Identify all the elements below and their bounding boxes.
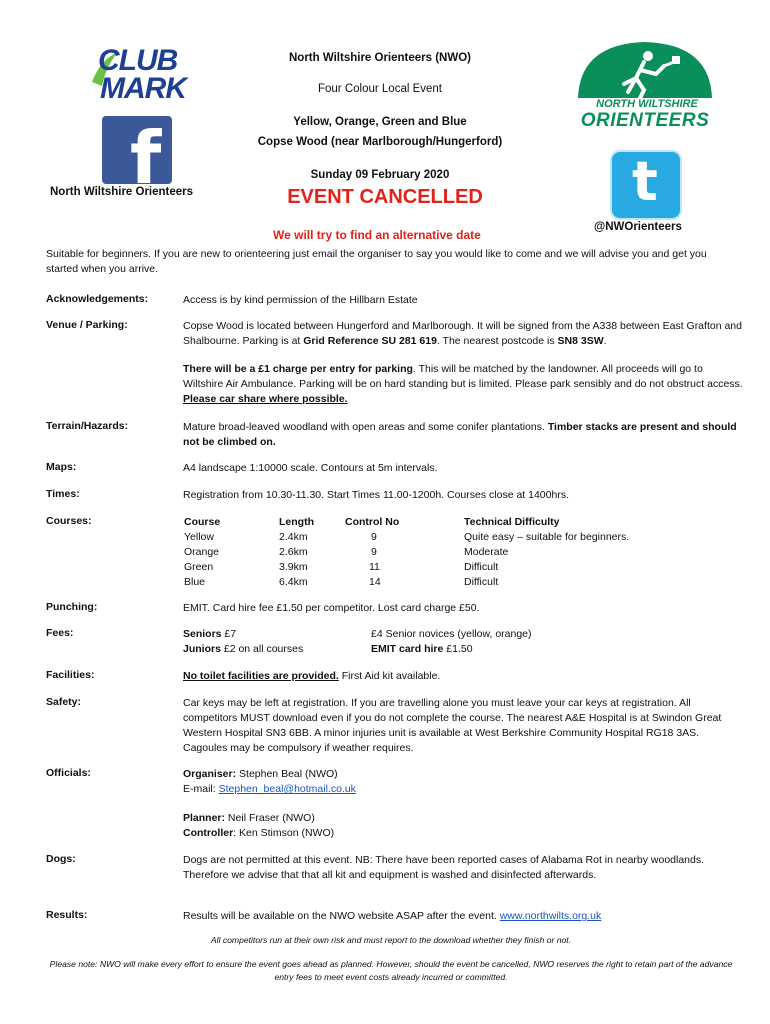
fees-seniors: Seniors £7 bbox=[183, 628, 237, 640]
safety-label: Safety: bbox=[46, 696, 82, 708]
parking-text: There will be a £1 charge per entry for parking. This will be matched by the landowner. All proceeds will go to Wiltshire Air Ambulance. Parking will be on hard standing but is limited. Please park sensibly and do not obstruct access. Please car share where possible. bbox=[183, 363, 743, 405]
table-row: Yellow bbox=[184, 531, 214, 543]
organiser-email: E-mail: Stephen_beal@hotmail.co.uk bbox=[183, 783, 356, 795]
ack-label: Acknowledgements: bbox=[46, 293, 149, 305]
twitter-icon[interactable]: t bbox=[610, 150, 682, 220]
cancellation-note: Please note: NWO will make every effort to ensure the event goes ahead as planned. However, should the event be cancelled, NWO reserves the right to retain part of the advance entry fees to meet event costs already incurred or committed. bbox=[49, 959, 733, 982]
org-line: North Wiltshire Orienteers (NWO) bbox=[289, 52, 471, 64]
table-cell: 11 bbox=[369, 561, 380, 573]
course-header: Course bbox=[184, 516, 221, 528]
terrain-label: Terrain/Hazards: bbox=[46, 420, 129, 432]
email-link[interactable]: Stephen_beal@hotmail.co.uk bbox=[218, 783, 356, 795]
facebook-icon[interactable]: f bbox=[102, 116, 172, 184]
table-row: Orange bbox=[184, 546, 220, 558]
intro-text: Suitable for beginners. If you are new to orienteering just email the organiser to say you would like to come and we will advise you and get you started when you arrive. bbox=[46, 248, 707, 275]
table-cell: 9 bbox=[371, 531, 377, 543]
clubmark-top: CLUB bbox=[98, 44, 178, 77]
fees-emit: EMIT card hire £1.50 bbox=[371, 643, 473, 655]
results-text: Results will be available on the NWO website ASAP after the event. www.northwilts.org.uk bbox=[183, 910, 602, 922]
event-venue: Copse Wood (near Marlborough/Hungerford) bbox=[257, 136, 503, 148]
dogs-label: Dogs: bbox=[46, 853, 76, 865]
nwo-logo bbox=[570, 40, 720, 135]
planner: Planner: Neil Fraser (NWO) bbox=[183, 812, 315, 824]
results-label: Results: bbox=[46, 909, 88, 921]
fees-juniors: Juniors £2 on all courses bbox=[183, 643, 304, 655]
courses-label: Courses: bbox=[46, 515, 92, 527]
alternative-date-note: We will try to find an alternative date bbox=[273, 228, 481, 242]
nwo-logo-bottom: ORIENTEERS bbox=[580, 110, 710, 131]
table-cell: 14 bbox=[369, 576, 381, 588]
fees-novices: £4 Senior novices (yellow, orange) bbox=[371, 628, 532, 640]
clubmark-bottom: MARK bbox=[100, 72, 186, 105]
dogs-text: Dogs are not permitted at this event. NB: There have been reported cases of Alabama Rot in nearby woodlands. Therefore we advise that that all kit and equipment is washed and disinfected afterwards. bbox=[183, 854, 705, 881]
controller: Controller: Ken Stimson (NWO) bbox=[183, 827, 335, 839]
table-cell: 2.4km bbox=[279, 531, 308, 543]
safety-text: Car keys may be left at registration. If you are travelling alone you must leave your car keys at registration. All competitors MUST download even if you do not complete the course. The nearest A&E Hospital is at Swindon Great Western Hospital SN3 6BB. A minor injuries unit is available at West Berkshire Community Hospital RG18 3AS. Cagoules may be compulsory if weather requires. bbox=[183, 697, 722, 754]
table-row: Green bbox=[184, 561, 214, 573]
event-date: Sunday 09 February 2020 bbox=[310, 169, 450, 181]
venue-text: Copse Wood is located between Hungerford and Marlborough. It will be signed from the A338 between East Grafton and Shalbourne. Parking is at Grid Reference SU 281 619. The nearest postcode is SN8 3SW. bbox=[183, 320, 742, 347]
maps-text: A4 landscape 1:10000 scale. Contours at 5m intervals. bbox=[183, 462, 438, 474]
event-cancelled: EVENT CANCELLED bbox=[287, 186, 483, 208]
venue-label: Venue / Parking: bbox=[46, 319, 128, 331]
facilities-text: No toilet facilities are provided. First Aid kit available. bbox=[183, 670, 441, 682]
control-header: Control No bbox=[345, 516, 400, 528]
table-cell: Difficult bbox=[464, 576, 499, 588]
twitter-handle[interactable]: @NWOrienteers bbox=[594, 221, 682, 233]
officials-label: Officials: bbox=[46, 767, 91, 779]
facebook-caption: North Wiltshire Orienteers bbox=[50, 186, 194, 198]
table-cell: Difficult bbox=[464, 561, 499, 573]
table-cell: Quite easy – suitable for beginners. bbox=[464, 531, 630, 543]
facilities-label: Facilities: bbox=[46, 669, 95, 681]
length-header: Length bbox=[279, 516, 314, 528]
event-type: Four Colour Local Event bbox=[317, 83, 442, 95]
punching-text: EMIT. Card hire fee £1.50 per competitor. Lost card charge £50. bbox=[183, 602, 480, 614]
terrain-text: Mature broad-leaved woodland with open areas and some conifer plantations. Timber stacks are present and should not be climbed on. bbox=[183, 421, 737, 448]
risk-note: All competitors run at their own risk and must report to the download whether they finish or not. bbox=[210, 935, 572, 945]
clubmark-logo bbox=[88, 42, 188, 105]
punching-label: Punching: bbox=[46, 601, 98, 613]
website-link[interactable]: www.northwilts.org.uk bbox=[499, 910, 602, 922]
table-row: Blue bbox=[184, 576, 206, 588]
fees-label: Fees: bbox=[46, 627, 74, 639]
organiser: Organiser: Stephen Beal (NWO) bbox=[183, 768, 338, 780]
event-colours: Yellow, Orange, Green and Blue bbox=[293, 116, 467, 128]
table-cell: 6.4km bbox=[279, 576, 308, 588]
maps-label: Maps: bbox=[46, 461, 77, 473]
times-text: Registration from 10.30-11.30. Start Times 11.00-1200h. Courses close at 1400hrs. bbox=[183, 489, 569, 501]
difficulty-header: Technical Difficulty bbox=[464, 516, 560, 528]
times-label: Times: bbox=[46, 488, 80, 500]
nwo-logo-top: NORTH WILTSHIRE bbox=[596, 98, 698, 110]
runner-icon bbox=[570, 40, 720, 100]
ack-text: Access is by kind permission of the Hillbarn Estate bbox=[183, 294, 418, 306]
table-cell: Moderate bbox=[464, 546, 509, 558]
table-cell: 9 bbox=[371, 546, 377, 558]
table-cell: 3.9km bbox=[279, 561, 308, 573]
table-cell: 2.6km bbox=[279, 546, 308, 558]
